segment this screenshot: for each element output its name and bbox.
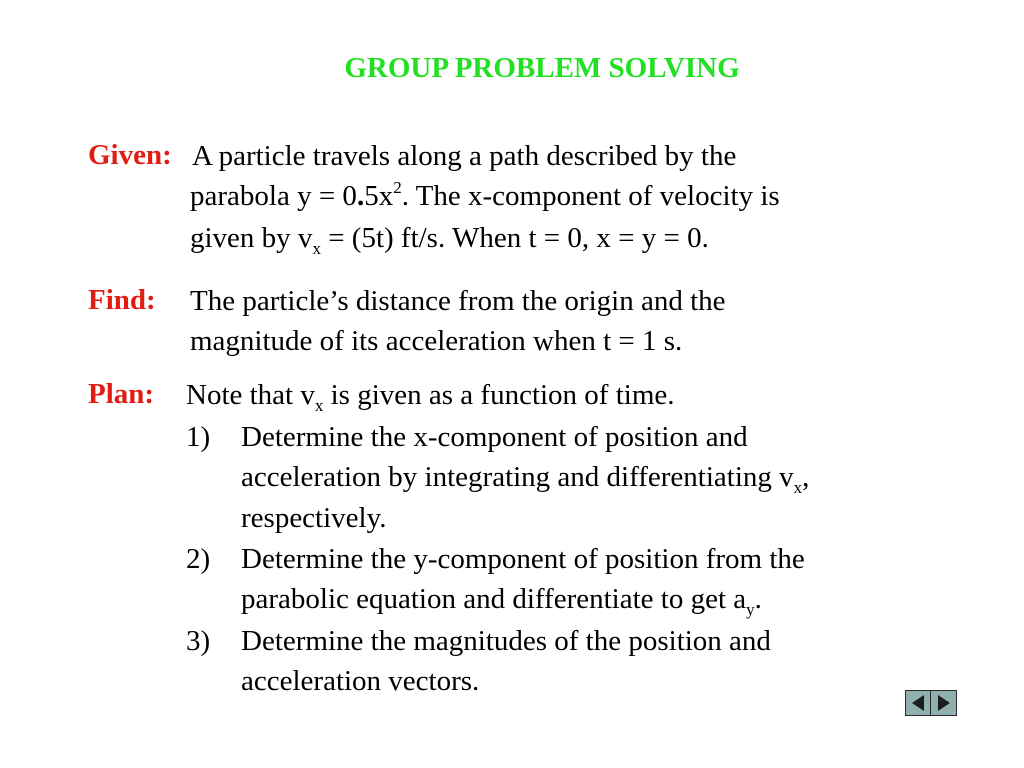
plan-step-2-line-2: parabolic equation and differentiate to get $a_y$. [241, 583, 762, 619]
plan-step-2-line-1: Determine the y-component of position from the [241, 543, 805, 575]
given-line-3: given by $v_x = (5t)$ ft/s. When t = 0, x = y = 0. [190, 222, 709, 258]
find-label: Find: [88, 284, 156, 316]
plan-step-number: 1) [186, 421, 211, 453]
slide-title: GROUP PROBLEM SOLVING [344, 52, 740, 84]
plan-label: Plan: [88, 378, 155, 410]
plan-step-number: 3) [186, 625, 211, 657]
given-line-1: A particle travels along a path described by the [192, 140, 737, 172]
find-line-2: magnitude of its acceleration when t = 1 s. [190, 325, 683, 357]
next-slide-button[interactable] [931, 690, 957, 716]
find-line-1: The particle’s distance from the origin and the [190, 285, 726, 317]
plan-step-number: 2) [186, 543, 211, 575]
slide-navigation [905, 690, 957, 716]
previous-slide-button[interactable] [905, 690, 931, 716]
given-label: Given: [88, 139, 172, 171]
given-line-2: parabola $y = 0.5x^2$. The x-component of velocity is [190, 178, 780, 212]
plan-step-3-line-2: acceleration vectors. [241, 665, 480, 697]
plan-step-1-line-3: respectively. [241, 502, 387, 534]
plan-intro: Note that $v_x$ is given as a function of time. [186, 379, 675, 415]
plan-step-1-line-1: Determine the x-component of position and [241, 421, 748, 453]
triangle-right-icon [935, 693, 953, 713]
plan-step-3-line-1: Determine the magnitudes of the position and [241, 625, 771, 657]
triangle-left-icon [909, 693, 927, 713]
plan-step-1-line-2: acceleration by integrating and differentiating $v_x$, [241, 461, 810, 497]
